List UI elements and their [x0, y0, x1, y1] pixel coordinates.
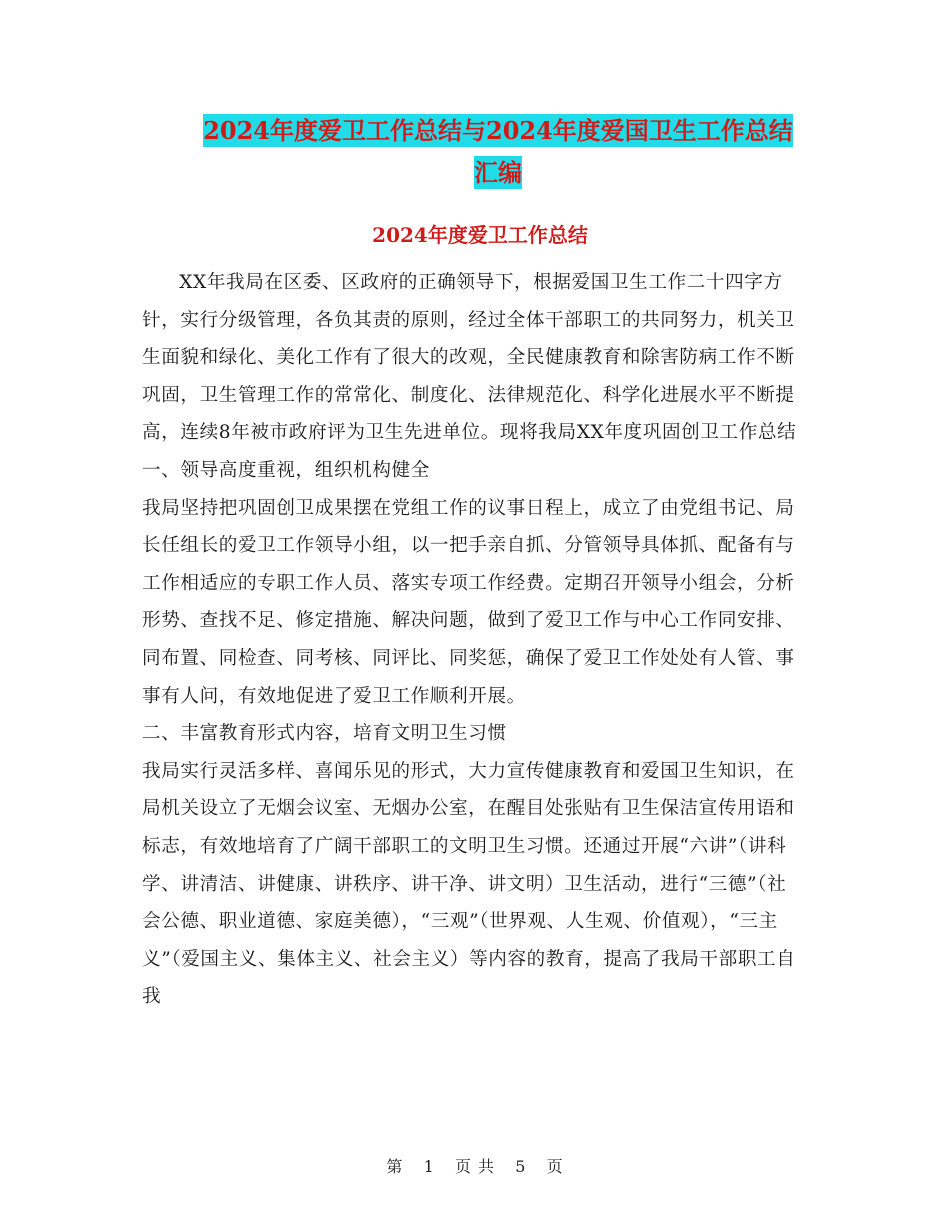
section-title: 2024年度爱卫工作总结 [372, 223, 588, 247]
paragraph-intro: XX年我局在区委、区政府的正确领导下，根据爱国卫生工作二十四字方针，实行分级管理，各负其责的原则，经过全体干部职工的共同努力，机关卫生面貌和绿化、美化工作有了很大的改观，全民健康教育和除害防病工作不断巩固，卫生管理工作的常常化、制度化、法律规范化、科学化进展水平不断提高，连续8年被市政府评为卫生先进单位。现将我局XX年度巩固创卫工作总结 [142, 272, 797, 444]
document-title [140, 110, 856, 194]
title-line-1: 2024年度爱卫工作总结与2024年度爱国卫生工作总结 [203, 116, 793, 145]
paragraph-2: 我局实行灵活多样、喜闻乐见的形式，大力宣传健康教育和爱国卫生知识，在局机关设立了无烟会议室、无烟办公室，在醒目处张贴有卫生保洁宣传用语和标志，有效地培育了广阔干部职工的文明卫生习惯。还通过开展“六讲”（讲科学、讲清洁、讲健康、讲秩序、讲干净、讲文明）卫生活动，进行“三德”（社会公德、职业道德、家庭美德），“三观”（世界观、人生观、价值观），“三主义”（爱国主义、集体主义、社会主义）等内容的教育，提高了我局干部职工自我 [142, 760, 796, 1008]
heading-2: 二、丰富教育形式内容，培育文明卫生习惯 [142, 723, 507, 745]
document-body [142, 264, 804, 1016]
footer-page-number: 1 [423, 1157, 435, 1176]
page-footer [0, 1154, 950, 1177]
footer-prefix: 第 [386, 1157, 404, 1176]
title-line-2: 汇编 [474, 158, 522, 187]
footer-suffix: 页 [546, 1157, 564, 1176]
footer-total-pages: 5 [515, 1157, 527, 1176]
paragraph-1: 我局坚持把巩固创卫成果摆在党组工作的议事日程上，成立了由党组书记、局长任组长的爱卫工作领导小组，以一把手亲自抓、分管领导具体抓、配备有与工作相适应的专职工作人员、落实专项工作经费。定期召开领导小组会，分析形势、查找不足、修定措施、解决问题，做到了爱卫工作与中心工作同安排、同布置、同检查、同考核、同评比、同奖惩，确保了爱卫工作处处有人管、事事有人问，有效地促进了爱卫工作顺利开展。 [142, 497, 795, 707]
footer-mid: 页 共 [454, 1157, 496, 1176]
heading-1: 一、领导高度重视，组织机构健全 [142, 459, 430, 481]
